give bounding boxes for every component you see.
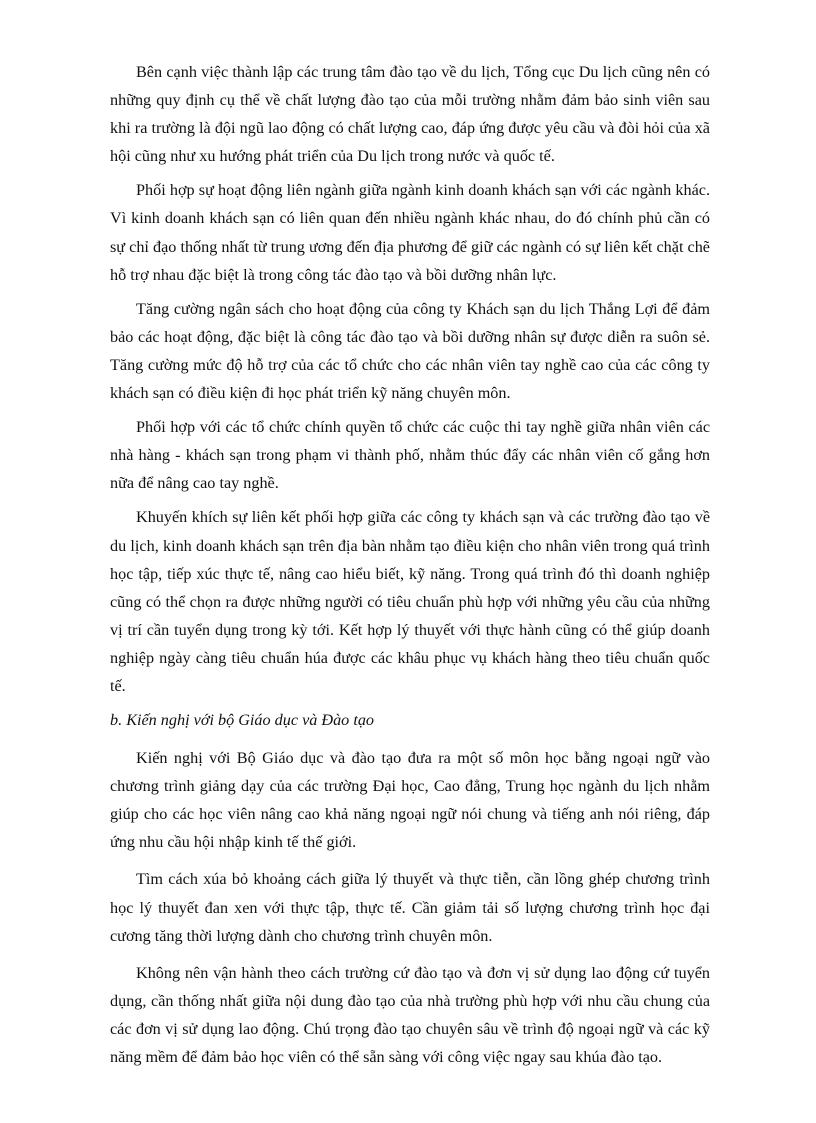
paragraph-school-linkage: Khuyến khích sự liên kết phối hợp giữa các công ty khách sạn và các trường đào tạo về du lịch, kinh doanh khách sạn trên địa bàn nhằm tạo điều kiện cho nhân viên trong quá trình học tập, tiếp xúc thực tế, nâng cao hiểu biết, kỹ năng. Trong quá trình đó thì doanh nghiệp cũng có thể chọn ra được những người có tiêu chuẩn phù hợp với những yêu cầu của những vị trí cần tuyển dụng trong kỳ tới. Kết hợp lý thuyết với thực hành cũng có thể giúp doanh nghiệp ngày càng tiêu chuẩn húa được các khâu phục vụ khách hàng theo tiêu chuẩn quốc tế. <box>110 508 710 695</box>
paragraph-training-employer-alignment: Không nên vận hành theo cách trường cứ đào tạo và đơn vị sử dụng lao động cứ tuyển dụng, cần thống nhất giữa nội dung đào tạo của nhà trường phù hợp với nhu cầu chung của các đơn vị sử dụng lao động. Chú trọng đào tạo chuyên sâu về trình độ ngoại ngữ và các kỹ năng mềm để đảm bảo học viên có thể sẵn sàng với công việc ngay sau khúa đào tạo. <box>110 963 710 1066</box>
paragraph-interdisciplinary-coordination: Phối hợp sự hoạt động liên ngành giữa ngành kinh doanh khách sạn với các ngành khác. Vì kinh doanh khách sạn có liên quan đến nhiều ngành khác nhau, do đó chính phủ cần có sự chỉ đạo thống nhất từ trung ương đến địa phương để giữ các ngành có sự liên kết chặt chẽ hỗ trợ nhau đặc biệt là trong công tác đào tạo và bồi dưỡng nhân lực. <box>110 181 710 284</box>
section-heading: b. Kiến nghị với bộ Giáo dục và Đào tạo <box>110 711 375 730</box>
paragraph-theory-practice-gap: Tìm cách xúa bỏ khoảng cách giữa lý thuyết và thực tiễn, cần lồng ghép chương trình học lý thuyết đan xen với thực tập, thực tế. Cần giảm tải số lượng chương trình học đại cương tăng thời lượng dành cho chương trình chuyên môn. <box>110 870 710 945</box>
paragraph-skill-competitions: Phối hợp với các tổ chức chính quyền tổ chức các cuộc thi tay nghề giữa nhân viên các nhà hàng - khách sạn trong phạm vi thành phố, nhằm thúc đẩy các nhân viên cố gắng hơn nữa để nâng cao tay nghề. <box>110 418 710 493</box>
document-page <box>110 58 710 1077</box>
paragraph-foreign-language-courses: Kiến nghị với Bộ Giáo dục và đào tạo đưa ra một số môn học bằng ngoại ngữ vào chương trình giảng dạy của các trường Đại học, Cao đẳng, Trung học ngành du lịch nhằm giúp cho các học viên nâng cao khả năng ngoại ngữ nói chung và tiếng anh nói riêng, đáp ứng nhu cầu hội nhập kinh tế thế giới. <box>110 749 710 852</box>
paragraph-budget-increase: Tăng cường ngân sách cho hoạt động của công ty Khách sạn du lịch Thắng Lợi để đảm bảo các hoạt động, đặc biệt là công tác đào tạo và bồi dưỡng nhân sự được diễn ra suôn sẻ. Tăng cường mức độ hỗ trợ của các tổ chức cho các nhân viên tay nghề cao của các công ty khách sạn có điều kiện đi học phát triển kỹ năng chuyên môn. <box>110 299 710 403</box>
paragraph-training-quality: Bên cạnh việc thành lập các trung tâm đào tạo về du lịch, Tổng cục Du lịch cũng nên có những quy định cụ thể về chất lượng đào tạo của mỗi trường nhằm đảm bảo sinh viên sau khi ra trường là đội ngũ lao động có chất lượng cao, đáp ứng được yêu cầu và đòi hỏi của xã hội cũng như xu hướng phát triển của Du lịch trong nước và quốc tế. <box>110 63 710 166</box>
